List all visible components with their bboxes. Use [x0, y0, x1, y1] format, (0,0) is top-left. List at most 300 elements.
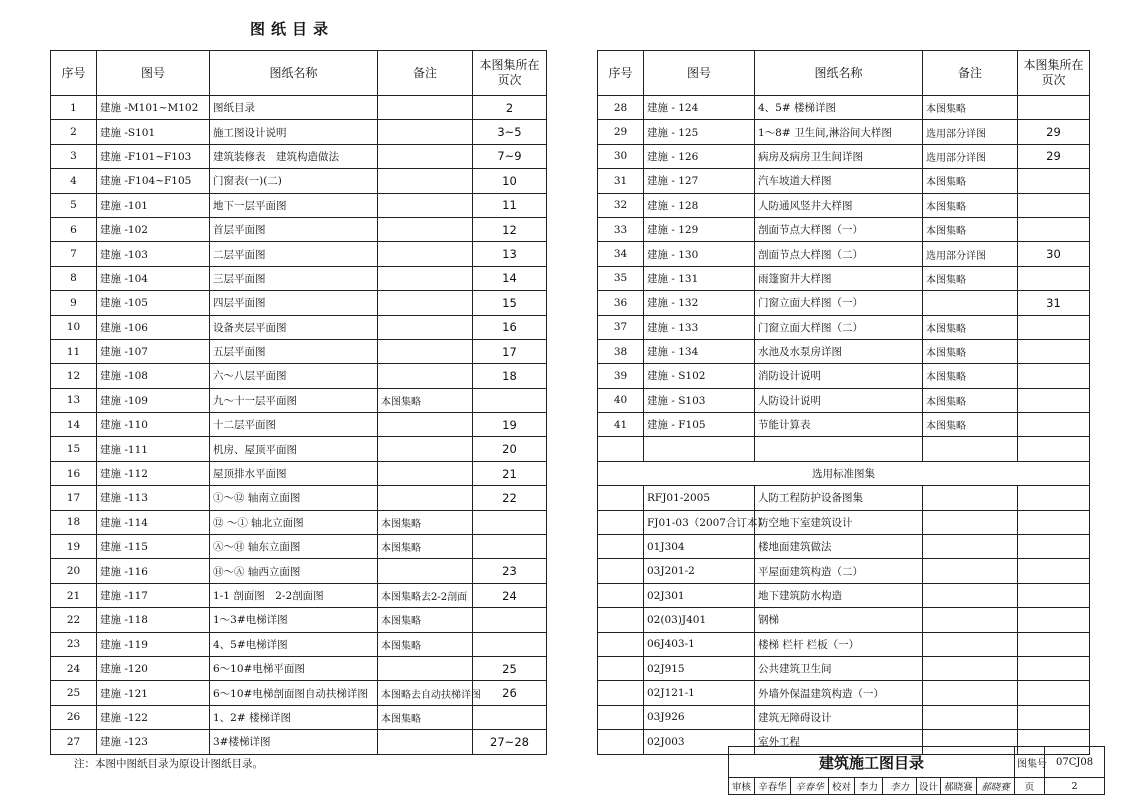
standard-page-empty: [1018, 608, 1090, 632]
row-index: 32: [598, 193, 644, 217]
row-drawing-code: 建施 -103: [97, 242, 210, 266]
standard-page-empty: [1018, 510, 1090, 534]
row-drawing-name: 九～十一层平面图: [210, 388, 378, 412]
table-row: [51, 217, 547, 241]
standard-page-empty: [1018, 656, 1090, 680]
table-row: [51, 730, 547, 754]
standard-name: 建筑无障碍设计: [755, 705, 923, 729]
row-drawing-code: 建施 -F104~F105: [97, 169, 210, 193]
standard-index-empty: [598, 608, 644, 632]
row-page: [1018, 96, 1090, 120]
row-page: [1018, 315, 1090, 339]
row-drawing-code: 建施 -118: [97, 608, 210, 632]
row-note: 本图集略: [923, 96, 1018, 120]
table-row: [51, 486, 547, 510]
table-row: [51, 681, 547, 705]
row-drawing-name: 六～八层平面图: [210, 364, 378, 388]
row-note: 选用部分详图: [923, 242, 1018, 266]
standard-name: 地下建筑防水构造: [755, 583, 923, 607]
row-note: [378, 486, 473, 510]
row-drawing-code: 建施 -S101: [97, 120, 210, 144]
row-drawing-code: 建施 -101: [97, 193, 210, 217]
row-note: 本图集略: [923, 339, 1018, 363]
standard-code: 02J003: [644, 730, 755, 754]
standard-note-empty: [923, 559, 1018, 583]
row-page: 22: [473, 486, 547, 510]
row-note: 本图集略: [923, 266, 1018, 290]
standard-note-empty: [923, 705, 1018, 729]
standard-code: 01J304: [644, 535, 755, 559]
row-drawing-code: 建施 - 133: [644, 315, 755, 339]
header-code: 图号: [97, 51, 210, 96]
row-note: [378, 217, 473, 241]
left-catalog-table: [50, 50, 547, 755]
row-index: 3: [51, 144, 97, 168]
row-page: [1018, 193, 1090, 217]
row-page: [1018, 169, 1090, 193]
row-page: 2: [473, 96, 547, 120]
standard-row: [598, 559, 1090, 583]
standard-page-empty: [1018, 486, 1090, 510]
row-drawing-code: 建施 -123: [97, 730, 210, 754]
standard-index-empty: [598, 656, 644, 680]
row-index: 22: [51, 608, 97, 632]
row-note: [378, 266, 473, 290]
row-page: [1018, 339, 1090, 363]
row-drawing-code: 建施 -119: [97, 632, 210, 656]
table-row: [51, 339, 547, 363]
row-drawing-name: 雨篷窗井大样图: [755, 266, 923, 290]
row-drawing-name: 3#楼梯详图: [210, 730, 378, 754]
row-drawing-code: 建施 -104: [97, 266, 210, 290]
row-drawing-name: 施工图设计说明: [210, 120, 378, 144]
row-drawing-name: 首层平面图: [210, 217, 378, 241]
standard-name: 防空地下室建筑设计: [755, 510, 923, 534]
table-row: [51, 364, 547, 388]
row-drawing-name: 1～8# 卫生间,淋浴间大样图: [755, 120, 923, 144]
row-page: [1018, 217, 1090, 241]
row-drawing-code: 建施 -107: [97, 339, 210, 363]
row-drawing-code: 建施 - 132: [644, 291, 755, 315]
standard-code: 02(03)J401: [644, 608, 755, 632]
row-index: 14: [51, 413, 97, 437]
row-drawing-code: 建施 -110: [97, 413, 210, 437]
row-index: 37: [598, 315, 644, 339]
page-number: 2: [1045, 778, 1105, 795]
row-drawing-name: 人防设计说明: [755, 388, 923, 412]
check-label: 校对: [829, 778, 855, 795]
row-page: 7~9: [473, 144, 547, 168]
standard-page-empty: [1018, 535, 1090, 559]
row-drawing-code: 建施 - 127: [644, 169, 755, 193]
row-index: 26: [51, 705, 97, 729]
row-page: 12: [473, 217, 547, 241]
table-row: [598, 339, 1090, 363]
standard-code: 02J301: [644, 583, 755, 607]
atlas-label: 图集号: [1015, 747, 1045, 778]
table-row: [51, 388, 547, 412]
row-page: [473, 608, 547, 632]
right-header-row: [598, 51, 1090, 96]
header-note: 备注: [378, 51, 473, 96]
standard-name: 钢梯: [755, 608, 923, 632]
row-drawing-name: 1-1 剖面图 2-2剖面图: [210, 583, 378, 607]
standard-index-empty: [598, 559, 644, 583]
row-drawing-name: 6～10#电梯剖面图自动扶梯详图: [210, 681, 378, 705]
row-page: [473, 388, 547, 412]
row-drawing-name: ①～⑫ 轴南立面图: [210, 486, 378, 510]
standard-code: 03J201-2: [644, 559, 755, 583]
designer-name: 郝晓赛: [941, 778, 977, 795]
row-index: 20: [51, 559, 97, 583]
standard-row: [598, 656, 1090, 680]
standard-name: 楼地面建筑做法: [755, 535, 923, 559]
row-page: 3~5: [473, 120, 547, 144]
standard-index-empty: [598, 632, 644, 656]
standard-index-empty: [598, 681, 644, 705]
table-row: [598, 388, 1090, 412]
row-drawing-name: 消防设计说明: [755, 364, 923, 388]
row-drawing-name: 门窗表(一)(二): [210, 169, 378, 193]
row-note: 本图集略: [378, 388, 473, 412]
row-note: 本图集略: [923, 413, 1018, 437]
row-drawing-name: 1～3#电梯详图: [210, 608, 378, 632]
table-row: [51, 510, 547, 534]
row-drawing-code: 建施 -112: [97, 461, 210, 485]
row-index: 5: [51, 193, 97, 217]
header-page: 本图集所在页次: [473, 51, 547, 96]
row-drawing-name: 机房、屋顶平面图: [210, 437, 378, 461]
table-row: [598, 291, 1090, 315]
row-page: 24: [473, 583, 547, 607]
row-drawing-code: 建施 -120: [97, 656, 210, 680]
row-page: 11: [473, 193, 547, 217]
row-note: 本图集略: [923, 315, 1018, 339]
standard-page-empty: [1018, 583, 1090, 607]
table-row: [51, 144, 547, 168]
table-row: [51, 461, 547, 485]
row-drawing-code: 建施 - 129: [644, 217, 755, 241]
row-note: [378, 656, 473, 680]
standard-index-empty: [598, 486, 644, 510]
table-row: [51, 169, 547, 193]
row-page: 19: [473, 413, 547, 437]
table-row: [51, 608, 547, 632]
row-index: 41: [598, 413, 644, 437]
standards-section-row: [598, 461, 1090, 485]
row-note: [378, 193, 473, 217]
table-row: [598, 169, 1090, 193]
row-page: 26: [473, 681, 547, 705]
standard-code: 02J121-1: [644, 681, 755, 705]
row-drawing-code: 建施 - S102: [644, 364, 755, 388]
row-drawing-code: 建施 -M101~M102: [97, 96, 210, 120]
standard-note-empty: [923, 486, 1018, 510]
header-page: 本图集所在页次: [1018, 51, 1090, 96]
row-drawing-name: Ⓐ～Ⓗ 轴东立面图: [210, 535, 378, 559]
checker-name: 李力: [855, 778, 883, 795]
standard-page-empty: [1018, 559, 1090, 583]
standard-row: [598, 583, 1090, 607]
header-code: 图号: [644, 51, 755, 96]
row-page: 20: [473, 437, 547, 461]
table-row: [598, 413, 1090, 437]
standard-index-empty: [598, 705, 644, 729]
table-row: [598, 144, 1090, 168]
row-index: 18: [51, 510, 97, 534]
row-page: 10: [473, 169, 547, 193]
row-drawing-name: 图纸目录: [210, 96, 378, 120]
row-index: 24: [51, 656, 97, 680]
row-note: [923, 437, 1018, 461]
row-note: [378, 242, 473, 266]
row-note: 本图集略: [923, 217, 1018, 241]
row-note: 本图集略: [378, 632, 473, 656]
row-drawing-name: 4、5# 楼梯详图: [755, 96, 923, 120]
standard-note-empty: [923, 535, 1018, 559]
row-page: 21: [473, 461, 547, 485]
row-index: 13: [51, 388, 97, 412]
standard-name: 外墙外保温建筑构造（一）: [755, 681, 923, 705]
row-index: 40: [598, 388, 644, 412]
row-drawing-name: 门窗立面大样图（二）: [755, 315, 923, 339]
page-title: 图纸目录: [250, 20, 335, 38]
row-index: 21: [51, 583, 97, 607]
standard-note-empty: [923, 656, 1018, 680]
row-index: 7: [51, 242, 97, 266]
row-index: 4: [51, 169, 97, 193]
row-index: 39: [598, 364, 644, 388]
row-index: 10: [51, 315, 97, 339]
standard-row: [598, 535, 1090, 559]
table-row: [598, 96, 1090, 120]
table-row: [598, 120, 1090, 144]
row-index: 15: [51, 437, 97, 461]
row-index: 9: [51, 291, 97, 315]
standard-page-empty: [1018, 632, 1090, 656]
row-note: 选用部分详图: [923, 120, 1018, 144]
row-drawing-name: 水池及水泵房详图: [755, 339, 923, 363]
row-drawing-code: 建施 - F105: [644, 413, 755, 437]
reviewer-name: 辛春华: [755, 778, 791, 795]
row-index: 23: [51, 632, 97, 656]
standard-code: RFJ01-2005: [644, 486, 755, 510]
table-row: [598, 364, 1090, 388]
row-page: 29: [1018, 120, 1090, 144]
table-row: [51, 96, 547, 120]
standard-row: [598, 608, 1090, 632]
row-note: 选用部分详图: [923, 144, 1018, 168]
row-drawing-code: 建施 - 124: [644, 96, 755, 120]
design-label: 设计: [917, 778, 941, 795]
header-name: 图纸名称: [755, 51, 923, 96]
row-index: 28: [598, 96, 644, 120]
row-index: 11: [51, 339, 97, 363]
row-index: 27: [51, 730, 97, 754]
row-page: 15: [473, 291, 547, 315]
row-note: [378, 339, 473, 363]
row-index: 2: [51, 120, 97, 144]
row-note: [378, 120, 473, 144]
row-drawing-code: 建施 -116: [97, 559, 210, 583]
table-row: [51, 535, 547, 559]
row-index: 6: [51, 217, 97, 241]
row-page: [1018, 413, 1090, 437]
row-drawing-name: 屋顶排水平面图: [210, 461, 378, 485]
table-row: [51, 291, 547, 315]
row-note: [378, 315, 473, 339]
row-note: [923, 291, 1018, 315]
row-page: 13: [473, 242, 547, 266]
row-drawing-code: 建施 - 126: [644, 144, 755, 168]
row-index: 36: [598, 291, 644, 315]
row-note: [378, 437, 473, 461]
row-drawing-name: 门窗立面大样图（一）: [755, 291, 923, 315]
row-index: 38: [598, 339, 644, 363]
table-row: [598, 242, 1090, 266]
row-page: [473, 510, 547, 534]
row-drawing-code: 建施 - 128: [644, 193, 755, 217]
standard-name: 公共建筑卫生间: [755, 656, 923, 680]
row-drawing-name: 五层平面图: [210, 339, 378, 363]
row-index: 30: [598, 144, 644, 168]
table-row: [51, 120, 547, 144]
standard-row: [598, 510, 1090, 534]
row-drawing-name: Ⓗ～Ⓐ 轴西立面图: [210, 559, 378, 583]
standard-note-empty: [923, 608, 1018, 632]
table-row: [51, 266, 547, 290]
table-row: [51, 632, 547, 656]
row-page: 29: [1018, 144, 1090, 168]
row-drawing-name: 建筑装修表 建筑构造做法: [210, 144, 378, 168]
row-page: [473, 535, 547, 559]
right-catalog-table: [597, 50, 1090, 755]
row-drawing-name: 二层平面图: [210, 242, 378, 266]
row-index: 25: [51, 681, 97, 705]
row-note: 本图集略: [923, 364, 1018, 388]
row-page: [1018, 364, 1090, 388]
title-block-title: 建筑施工图目录: [729, 747, 1015, 778]
standard-note-empty: [923, 632, 1018, 656]
row-drawing-code: 建施 -105: [97, 291, 210, 315]
standard-code: 03J926: [644, 705, 755, 729]
standard-name: 室外工程: [755, 730, 923, 754]
table-row: [51, 656, 547, 680]
row-drawing-code: 建施 -121: [97, 681, 210, 705]
table-row: [51, 242, 547, 266]
row-drawing-name: 病房及病房卫生间详图: [755, 144, 923, 168]
row-page: [1018, 437, 1090, 461]
row-drawing-code: 建施 - 134: [644, 339, 755, 363]
row-index: 31: [598, 169, 644, 193]
row-page: 25: [473, 656, 547, 680]
row-note: 本图集略: [923, 193, 1018, 217]
row-note: [378, 364, 473, 388]
row-drawing-code: 建施 - 131: [644, 266, 755, 290]
row-index: 19: [51, 535, 97, 559]
header-name: 图纸名称: [210, 51, 378, 96]
atlas-number: 07CJ08: [1045, 747, 1105, 778]
row-drawing-code: 建施 -109: [97, 388, 210, 412]
table-row: [51, 559, 547, 583]
designer-signature: 郝晓赛: [977, 778, 1015, 795]
row-drawing-code: 建施 - S103: [644, 388, 755, 412]
standard-code: FJ01-03（2007合订本）: [644, 510, 755, 534]
standard-note-empty: [923, 510, 1018, 534]
row-drawing-code: 建施 -102: [97, 217, 210, 241]
row-drawing-name: 汽车坡道大样图: [755, 169, 923, 193]
standard-code: 02J915: [644, 656, 755, 680]
standard-index-empty: [598, 583, 644, 607]
row-drawing-name: 四层平面图: [210, 291, 378, 315]
standard-name: 人防工程防护设备图集: [755, 486, 923, 510]
row-page: 16: [473, 315, 547, 339]
standard-row: [598, 632, 1090, 656]
row-index: 8: [51, 266, 97, 290]
row-drawing-name: 1、2# 楼梯详图: [210, 705, 378, 729]
standard-row: [598, 705, 1090, 729]
row-note: [378, 413, 473, 437]
row-drawing-name: 节能计算表: [755, 413, 923, 437]
row-note: [378, 144, 473, 168]
standard-note-empty: [923, 583, 1018, 607]
table-row: [598, 193, 1090, 217]
table-row: [598, 437, 1090, 461]
footnote: 注：本图中图纸目录为原设计图纸目录。: [74, 758, 263, 770]
page-label: 页: [1015, 778, 1045, 795]
row-note: 本图集略: [923, 388, 1018, 412]
row-drawing-code: 建施 -F101~F103: [97, 144, 210, 168]
standard-index-empty: [598, 535, 644, 559]
table-row: [51, 315, 547, 339]
row-drawing-name: 4、5#电梯详图: [210, 632, 378, 656]
reviewer-signature: 辛春华: [791, 778, 829, 795]
table-row: [51, 705, 547, 729]
review-label: 审核: [729, 778, 755, 795]
row-page: [473, 705, 547, 729]
row-page: 23: [473, 559, 547, 583]
row-index: 17: [51, 486, 97, 510]
row-drawing-code: [644, 437, 755, 461]
row-index: 1: [51, 96, 97, 120]
row-drawing-name: 剖面节点大样图（二）: [755, 242, 923, 266]
standard-code: 06J403-1: [644, 632, 755, 656]
standard-page-empty: [1018, 705, 1090, 729]
row-page: 30: [1018, 242, 1090, 266]
row-drawing-name: 6～10#电梯平面图: [210, 656, 378, 680]
row-page: [473, 632, 547, 656]
row-drawing-name: [755, 437, 923, 461]
table-row: [598, 315, 1090, 339]
row-drawing-name: 地下一层平面图: [210, 193, 378, 217]
row-drawing-code: 建施 -106: [97, 315, 210, 339]
standard-index-empty: [598, 510, 644, 534]
row-page: 27~28: [473, 730, 547, 754]
title-block: [728, 746, 1105, 795]
row-drawing-code: 建施 -115: [97, 535, 210, 559]
row-drawing-name: 设备夹层平面图: [210, 315, 378, 339]
header-note: 备注: [923, 51, 1018, 96]
row-index: 33: [598, 217, 644, 241]
checker-signature: 李力: [883, 778, 917, 795]
row-drawing-code: 建施 - 130: [644, 242, 755, 266]
row-note: 本图集略: [378, 705, 473, 729]
row-drawing-name: 十二层平面图: [210, 413, 378, 437]
row-note: 本图略去自动扶梯详图: [378, 681, 473, 705]
table-row: [51, 583, 547, 607]
row-index: 12: [51, 364, 97, 388]
row-index: 29: [598, 120, 644, 144]
